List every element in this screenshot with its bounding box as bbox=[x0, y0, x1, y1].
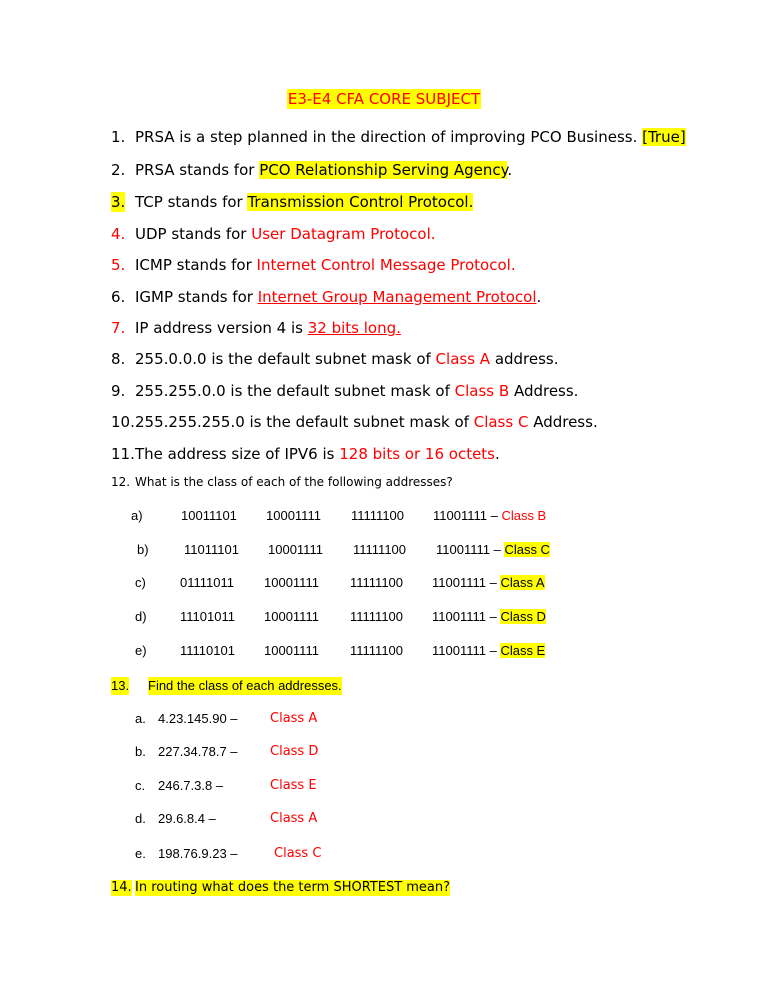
q13-number: 13. bbox=[111, 678, 130, 693]
q12-row-b-octet4: 11001111 – Class C bbox=[436, 542, 550, 557]
q3-answer: Transmission Control Protocol. bbox=[247, 193, 474, 211]
q2-number: 2. bbox=[111, 161, 126, 179]
q11-answer: 128 bits or 16 octets bbox=[339, 445, 495, 463]
q12-row-e-octet3: 11111100 bbox=[350, 643, 404, 658]
q9-text: 255.255.0.0 is the default subnet mask of Class B Address. bbox=[135, 382, 579, 400]
q12-row-b-octet2: 10001111 bbox=[268, 542, 323, 557]
q11-number: 11. bbox=[111, 445, 135, 463]
q12-row-d-octet2: 10001111 bbox=[264, 609, 319, 624]
q11-text: The address size of IPV6 is 128 bits or 16 octets. bbox=[135, 445, 500, 463]
q12-row-d-octet4: 11001111 – Class D bbox=[432, 609, 546, 624]
q12-row-d-answer: Class D bbox=[500, 609, 546, 624]
q2-text: PRSA stands for PCO Relationship Serving Agency. bbox=[135, 161, 513, 179]
q13-row-b-label: b. bbox=[135, 744, 146, 759]
q12-row-e-octet1: 11110101 bbox=[180, 643, 235, 658]
q8-text: 255.0.0.0 is the default subnet mask of Class A address. bbox=[135, 350, 559, 368]
q13-row-a-answer: Class A bbox=[270, 711, 318, 726]
q12-number: 12. bbox=[111, 475, 131, 489]
q6-number: 6. bbox=[111, 288, 126, 306]
q12-row-a-octet1: 10011101 bbox=[181, 508, 237, 523]
q12-row-a-octet2: 10001111 bbox=[266, 508, 321, 523]
q12-row-d-octet3: 11111100 bbox=[350, 609, 404, 624]
q13-row-b-address: 227.34.78.7 – bbox=[158, 744, 238, 759]
q10-number: 10. bbox=[111, 413, 135, 431]
q12-row-c-label: c) bbox=[135, 575, 146, 590]
q4-answer: User Datagram Protocol. bbox=[251, 225, 436, 243]
q5-answer: Internet Control Message Protocol. bbox=[256, 256, 516, 274]
q12-row-b-label: b) bbox=[137, 542, 149, 557]
q7-answer: 32 bits long. bbox=[307, 319, 401, 337]
q13-row-e-address: 198.76.9.23 – bbox=[158, 846, 238, 861]
q12-text: What is the class of each of the following addresses? bbox=[135, 475, 453, 489]
q12-row-b-octet3: 11111100 bbox=[353, 542, 407, 557]
q13-row-e-label: e. bbox=[135, 846, 146, 861]
q13-row-d-label: d. bbox=[135, 811, 146, 826]
q3-number: 3. bbox=[111, 193, 126, 211]
q5-text: ICMP stands for Internet Control Message Protocol. bbox=[135, 256, 516, 274]
q13-row-d-address: 29.6.8.4 – bbox=[158, 811, 216, 826]
q10-answer: Class C bbox=[473, 413, 529, 431]
q1-number: 1. bbox=[111, 128, 126, 146]
q9-number: 9. bbox=[111, 382, 126, 400]
q12-row-c-answer: Class A bbox=[500, 575, 545, 590]
q13-row-e-answer: Class C bbox=[274, 846, 322, 861]
q14-text: In routing what does the term SHORTEST mean? bbox=[135, 880, 451, 895]
q5-number: 5. bbox=[111, 256, 126, 274]
q12-row-a-octet4: 11001111 – Class B bbox=[433, 508, 547, 523]
q12-row-c-octet3: 11111100 bbox=[350, 575, 404, 590]
q12-row-d-label: d) bbox=[135, 609, 147, 624]
q1-text: PRSA is a step planned in the direction of improving PCO Business. [True] bbox=[135, 128, 686, 146]
q12-row-c-octet1: 01111011 bbox=[180, 575, 234, 590]
document-title: E3-E4 CFA CORE SUBJECT bbox=[287, 90, 481, 108]
q13-row-c-label: c. bbox=[135, 778, 146, 793]
q6-answer: Internet Group Management Protocol bbox=[257, 288, 537, 306]
q13-row-c-address: 246.7.3.8 – bbox=[158, 778, 224, 793]
q8-answer: Class A bbox=[435, 350, 491, 368]
q12-row-a-answer: Class B bbox=[501, 508, 547, 523]
q12-row-b-octet1: 11011101 bbox=[184, 542, 239, 557]
q1-answer: [True] bbox=[642, 128, 686, 146]
q12-row-b-answer: Class C bbox=[504, 542, 550, 557]
q4-number: 4. bbox=[111, 225, 126, 243]
q9-answer: Class B bbox=[454, 382, 510, 400]
q3-text: TCP stands for Transmission Control Protocol. bbox=[135, 193, 474, 211]
q4-text: UDP stands for User Datagram Protocol. bbox=[135, 225, 436, 243]
q12-row-e-answer: Class E bbox=[500, 643, 546, 658]
q7-number: 7. bbox=[111, 319, 126, 337]
q13-row-b-answer: Class D bbox=[270, 744, 319, 759]
q12-row-e-octet2: 10001111 bbox=[264, 643, 319, 658]
q12-row-c-octet4: 11001111 – Class A bbox=[432, 575, 545, 590]
q13-row-c-answer: Class E bbox=[270, 778, 317, 793]
q7-text: IP address version 4 is 32 bits long. bbox=[135, 319, 401, 337]
q12-row-c-octet2: 10001111 bbox=[264, 575, 319, 590]
q13-row-a-label: a. bbox=[135, 711, 146, 726]
q13-text: Find the class of each addresses. bbox=[148, 678, 342, 693]
q12-row-e-octet4: 11001111 – Class E bbox=[432, 643, 546, 658]
q12-row-d-octet1: 11101011 bbox=[180, 609, 235, 624]
q13-row-d-answer: Class A bbox=[270, 811, 318, 826]
q6-text: IGMP stands for Internet Group Management Protocol. bbox=[135, 288, 542, 306]
q12-row-a-label: a) bbox=[131, 508, 143, 523]
q14-number: 14. bbox=[111, 880, 132, 895]
q10-text: 255.255.255.0 is the default subnet mask of Class C Address. bbox=[135, 413, 598, 431]
q13-row-a-address: 4.23.145.90 – bbox=[158, 711, 238, 726]
q8-number: 8. bbox=[111, 350, 126, 368]
q12-row-a-octet3: 11111100 bbox=[351, 508, 405, 523]
q2-answer: PCO Relationship Serving Agency bbox=[259, 161, 508, 179]
q12-row-e-label: e) bbox=[135, 643, 147, 658]
